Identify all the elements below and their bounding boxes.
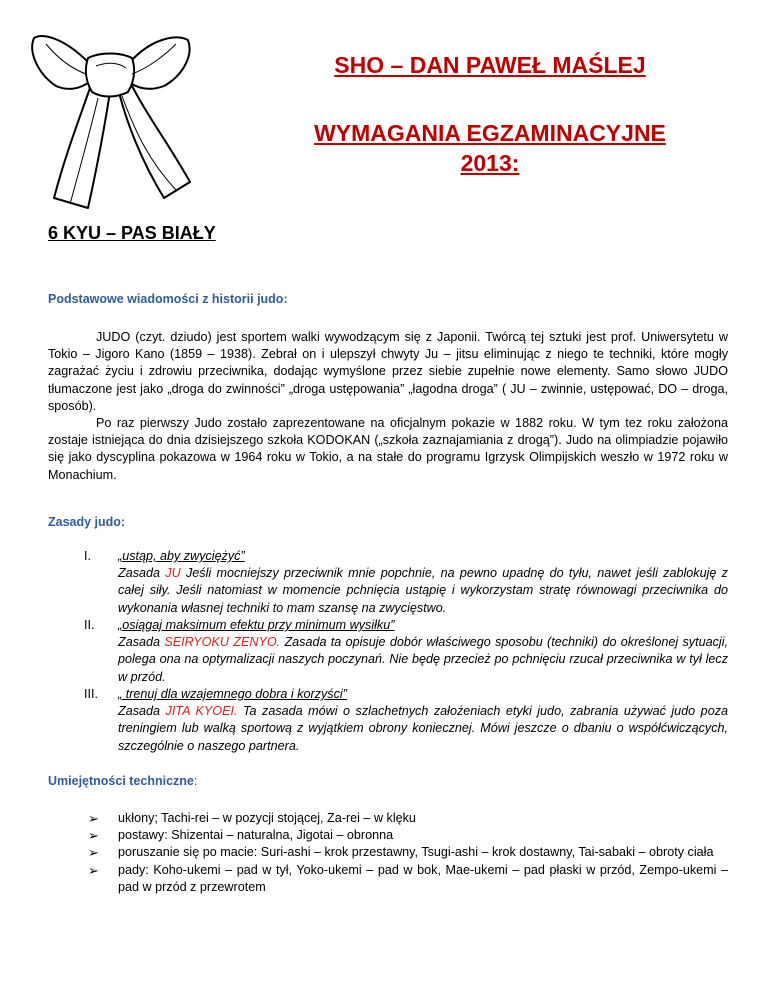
history-paragraph-2-text: Po raz pierwszy Judo zostało zaprezentowane na oficjalnym pokazie w 1882 roku. W tym tez roku założona zostaje istniejąca do dnia dzisiejszego szkoła KODOKAN („szkoła zaznajamiania z drogą”). Judo na olimpiadzie pojawiło się jako dyscyplina pokazowa w 1964 roku w Tokio, a na stałe do programu Igrzysk Olimpijskich weszło w 1972 roku w Monachium.	[48, 416, 728, 482]
skill-text: pady: Koho-ukemi – pad w tył, Yoko-ukemi – pad w bok, Mae-ukemi – pad płaski w przód, Zempo-ukemi – pad w przód z przewrotem	[118, 862, 728, 894]
skills-heading-colon: :	[193, 774, 198, 788]
rule-description	[118, 634, 728, 686]
skill-text: ukłony; Tachi-rei – w pozycji stojącej, Za-rei – w klęku	[118, 811, 416, 825]
rule-description	[118, 565, 728, 617]
rule-name: „ trenuj dla wzajemnego dobra i korzyści”	[118, 687, 347, 701]
rule-number: II.	[84, 618, 95, 632]
rule-prefix: Zasada	[118, 566, 166, 581]
history-paragraph-1	[48, 329, 728, 415]
rule-term: JITA KYOEI.	[165, 704, 238, 719]
rule-number: I.	[84, 549, 91, 563]
rule-number: III.	[84, 687, 98, 701]
rule-description	[118, 703, 728, 755]
exam-title-line2: 2013:	[460, 150, 520, 176]
history-paragraph-2	[48, 415, 728, 484]
history-paragraph-1-text: JUDO (czyt. dziudo) jest sportem walki wywodzącym się z Japonii. Twórcą tej sztuki jest prof. Uniwersytetu w Tokio – Jigoro Kano (1859 – 1938). Zebrał on i ulepszył chwyty Ju – jitsu eliminując z niego te techniki, które mogły zagrażać życiu i zdrowiu przeciwnika, dodając wymyślone przez siebie zupełnie nowe elementy. Samo słowo JUDO tłumaczone jest jako „droga do zwinności” „droga ustępowania” „łagodna droga” ( JU – zwinnie, ustępować, DO – droga, sposób).	[48, 330, 728, 413]
exam-title-line1: WYMAGANIA EGZAMINACYJNE	[314, 120, 666, 146]
rule-item	[84, 617, 728, 686]
list-item	[88, 827, 728, 844]
skills-list	[88, 810, 728, 896]
list-item	[88, 810, 728, 827]
skill-text: poruszanie się po macie: Suri-ashi – krok przestawny, Tsugi-ashi – krok dostawny, Tai-sabaki – obroty ciała	[118, 845, 714, 860]
rule-prefix: Zasada	[118, 704, 166, 719]
rule-text: Zasada ta opisuje dobór właściwego sposobu (techniki) do określonej sytuacji, polega ona na optymalizacji naszych poczynań. Nie będę przecież po pchnięciu rzucał przeciwnika w tył lecz w przód.	[118, 635, 728, 684]
rule-item	[84, 548, 728, 617]
history-heading: Podstawowe wiadomości z historii judo:	[48, 292, 288, 306]
rule-item	[84, 686, 728, 755]
page-title: SHO – DAN PAWEŁ MAŚLEJ	[334, 52, 646, 78]
skills-heading	[48, 774, 197, 788]
rule-term: SEIRYOKU ZENYO.	[164, 635, 281, 650]
rule-term: JU	[165, 566, 181, 581]
exam-requirements-title	[230, 118, 750, 178]
belt-knot-illustration	[26, 22, 196, 214]
rule-prefix: Zasada	[118, 635, 165, 650]
list-item	[88, 844, 728, 861]
arrow-bullet-icon: ➢	[88, 862, 99, 878]
skills-heading-text: Umiejętności techniczne	[48, 774, 194, 788]
rule-name: „osiągaj maksimum efektu przy minimum wysiłku”	[118, 618, 395, 632]
skill-text: postawy: Shizentai – naturalna, Jigotai – obronna	[118, 828, 394, 843]
rule-text: Ta zasada mówi o szlachetnych założeniach etyki judo, zabrania używać judo poza treningiem lub walką sportową z wyjątkiem obrony koniecznej. Mówi jeszcze o dbaniu o współćwiczących, szczególnie o naszego partnera.	[118, 704, 728, 753]
list-item	[88, 862, 728, 896]
rules-heading: Zasady judo:	[48, 515, 126, 529]
arrow-bullet-icon: ➢	[88, 811, 99, 826]
rule-name: „ustąp, aby zwyciężyć”	[118, 549, 245, 563]
arrow-bullet-icon: ➢	[88, 828, 99, 844]
rule-text: Jeśli mocniejszy przeciwnik mnie popchnie, na pewno upadnę do tyłu, nawet jeśli zablokuję z całej siły. Jeśli natomiast w momencie pchnięcia ustąpię i wykorzystam stratę równowagi przeciwnika do wykonania własnej techniki to mam szansę na zwycięstwo.	[118, 566, 728, 615]
section-heading: 6 KYU – PAS BIAŁY	[48, 223, 216, 243]
arrow-bullet-icon: ➢	[88, 845, 99, 861]
